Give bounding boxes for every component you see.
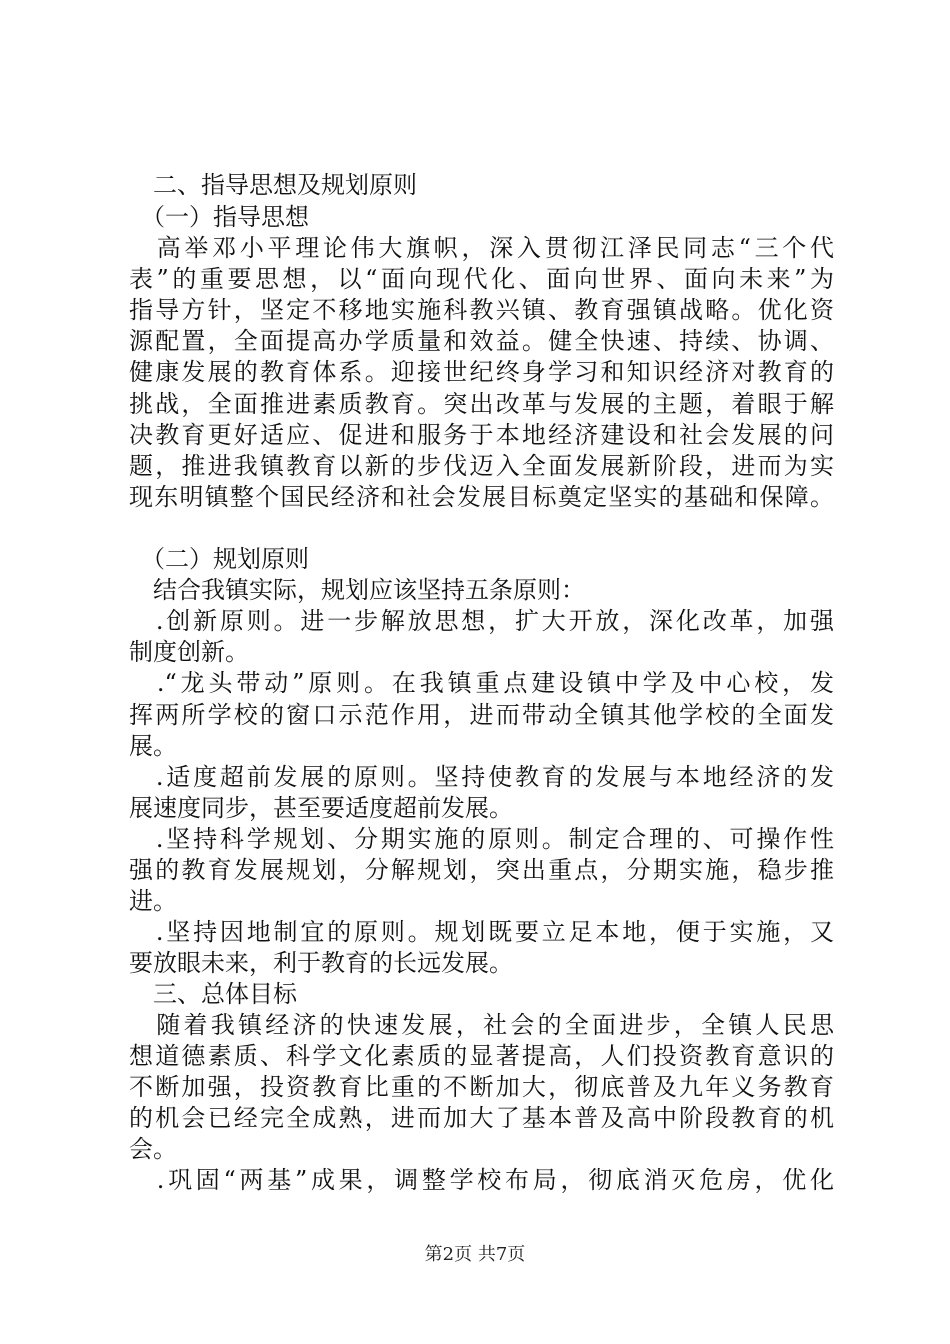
document-line: 展。 — [129, 732, 177, 760]
document-line: 展速度同步，甚至要适度超前发展。 — [129, 794, 513, 822]
document-line: 二、指导思想及规划原则 — [129, 171, 417, 199]
document-line: 想道德素质、科学文化素质的显著提高，人们投资教育意识的 — [129, 1042, 834, 1070]
document-line: .坚持科学规划、分期实施的原则。制定合理的、可操作性 — [129, 825, 834, 853]
document-line: 健康发展的教育体系。迎接世纪终身学习和知识经济对教育的 — [129, 358, 834, 386]
document-line: 三、总体目标 — [129, 980, 297, 1008]
document-line: 决教育更好适应、促进和服务于本地经济建设和社会发展的问 — [129, 421, 834, 449]
document-line: 随着我镇经济的快速发展，社会的全面进步，全镇人民思 — [129, 1011, 834, 1039]
document-line: 不断加强，投资教育比重的不断加大，彻底普及九年义务教育 — [129, 1073, 834, 1101]
document-line: 制度创新。 — [129, 638, 249, 666]
document-line: （一）指导思想 — [129, 203, 309, 231]
document-line — [129, 516, 834, 546]
document-line: 结合我镇实际，规划应该坚持五条原则： — [129, 576, 585, 604]
document-line: （二）规划原则 — [129, 545, 309, 573]
document-line: 会。 — [129, 1135, 177, 1163]
document-line: 挥两所学校的窗口示范作用，进而带动全镇其他学校的全面发 — [129, 701, 834, 729]
document-line: 进。 — [129, 887, 177, 915]
document-line: 源配置，全面提高办学质量和效益。健全快速、持续、协调、 — [129, 327, 834, 355]
document-line: 题，推进我镇教育以新的步伐迈入全面发展新阶段，进而为实 — [129, 452, 834, 480]
document-line: 挑战，全面推进素质教育。突出改革与发展的主题，着眼于解 — [129, 390, 834, 418]
document-line: 现东明镇整个国民经济和社会发展目标奠定坚实的基础和保障。 — [129, 483, 834, 511]
page-footer: 第2页 共7页 — [424, 1244, 526, 1265]
document-line: .巩固“两基”成果，调整学校布局，彻底消灭危房，优化 — [129, 1166, 834, 1194]
document-line: 指导方针，坚定不移地实施科教兴镇、教育强镇战略。优化资 — [129, 296, 834, 324]
document-line: 要放眼未来，利于教育的长远发展。 — [129, 949, 513, 977]
document-line: .适度超前发展的原则。坚持使教育的发展与本地经济的发 — [129, 763, 834, 791]
document-line: .“龙头带动”原则。在我镇重点建设镇中学及中心校，发 — [129, 669, 834, 697]
document-line: 高举邓小平理论伟大旗帜，深入贯彻江泽民同志“三个代 — [129, 234, 834, 262]
document-line: 表”的重要思想，以“面向现代化、面向世界、面向未来”为 — [129, 265, 834, 293]
document-line: .坚持因地制宜的原则。规划既要立足本地，便于实施，又 — [129, 918, 834, 946]
document-line: 强的教育发展规划，分解规划，突出重点，分期实施，稳步推 — [129, 856, 834, 884]
document-line: .创新原则。进一步解放思想，扩大开放，深化改革，加强 — [129, 607, 834, 635]
document-line: 的机会已经完全成熟，进而加大了基本普及高中阶段教育的机 — [129, 1104, 834, 1132]
